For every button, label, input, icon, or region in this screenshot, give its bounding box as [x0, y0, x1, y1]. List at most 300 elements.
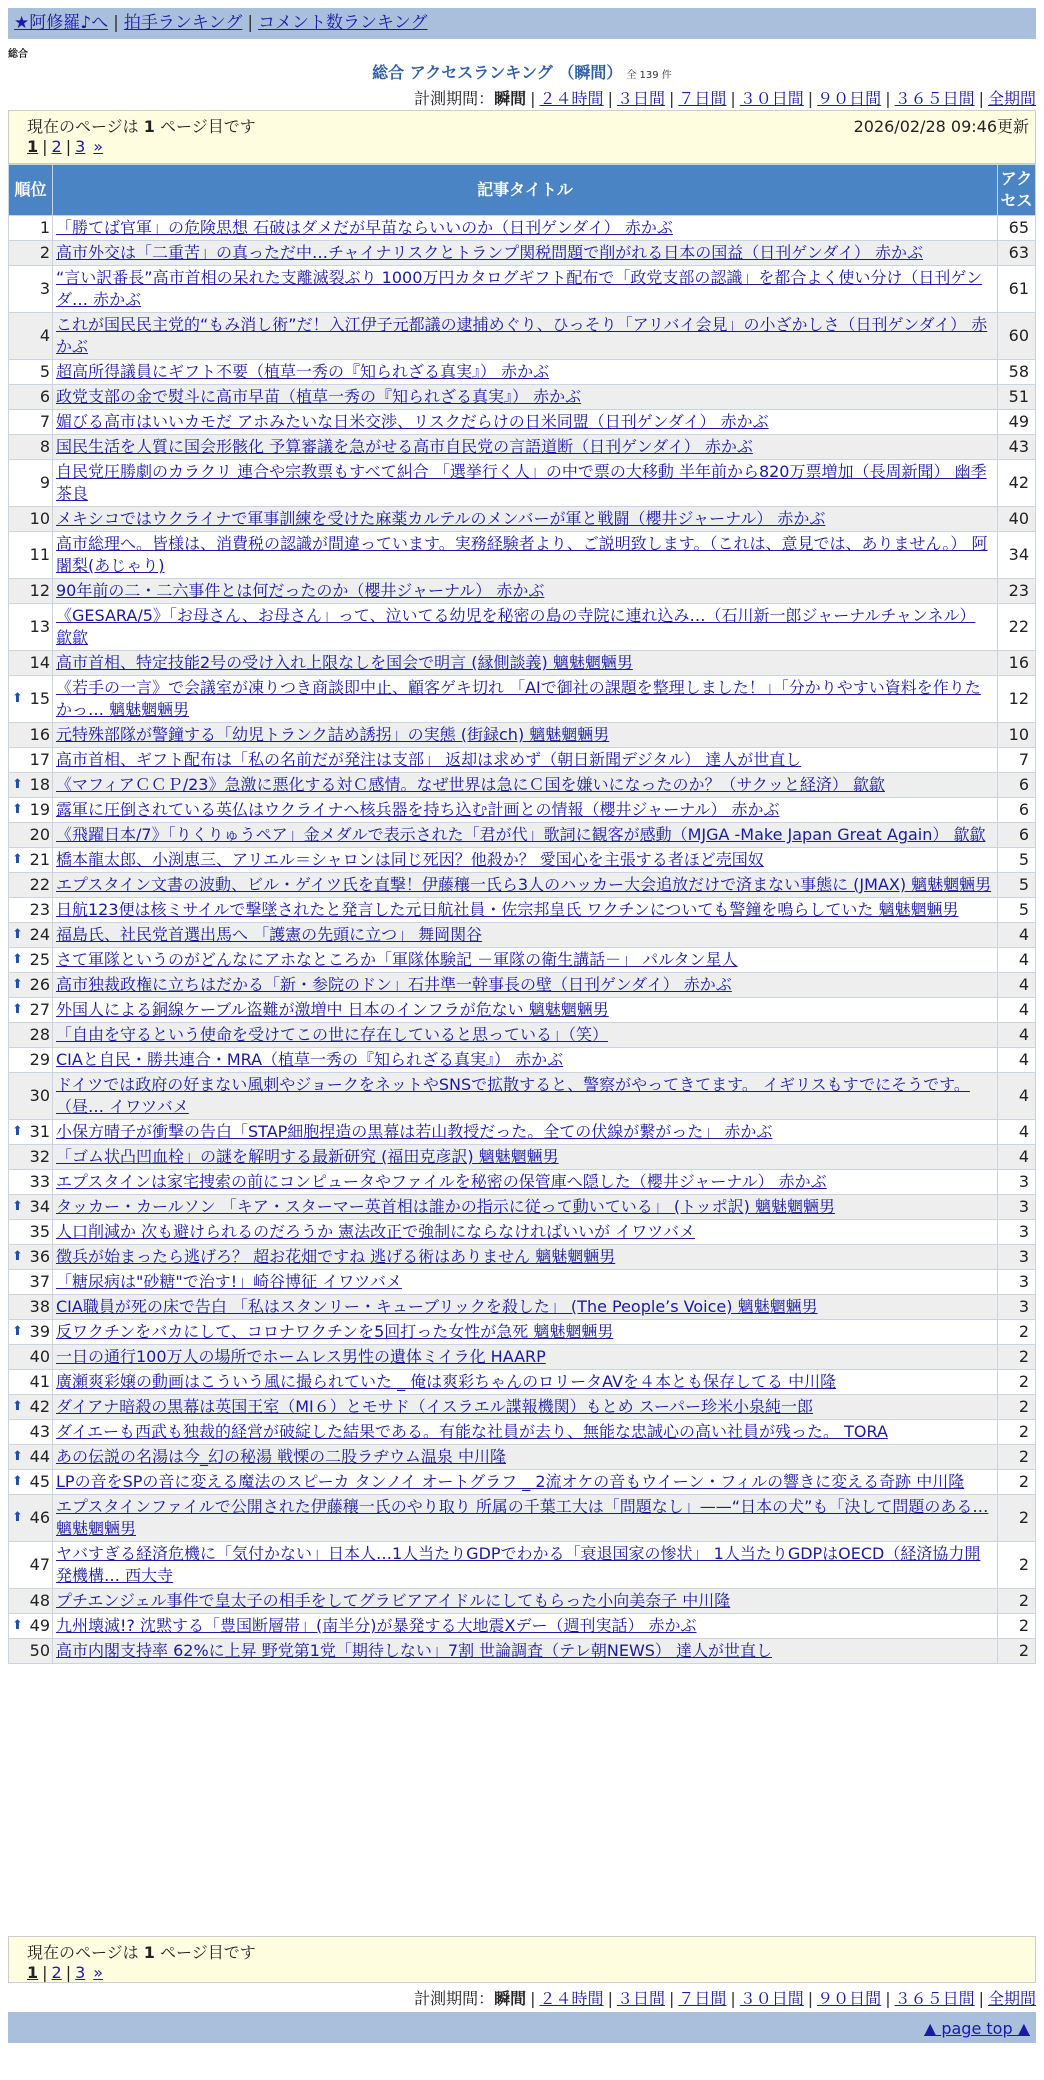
title-cell — [53, 1370, 998, 1395]
table-row — [9, 460, 1036, 507]
table-row — [9, 360, 1036, 385]
period-option-3[interactable]: ７日間 — [678, 89, 727, 108]
rank-cell — [9, 1023, 53, 1048]
period-separator: | — [530, 1989, 536, 2008]
rank-number: 42 — [29, 1397, 50, 1416]
rank-cell — [9, 1170, 53, 1195]
article-link[interactable]: “言い訳番長”高市首相の呆れた支離滅裂ぶり 1000万円カタログギフト配布で「政党支部の認識」を都合よく使い分け（日刊ゲンダ… 赤かぶ — [56, 268, 983, 309]
title-cell — [53, 651, 998, 676]
rank-cell — [9, 873, 53, 898]
access-count: 2 — [998, 1614, 1036, 1639]
rank-cell — [9, 773, 53, 798]
rank-cell — [9, 676, 53, 723]
table-row — [9, 1639, 1036, 1664]
title-cell — [53, 1589, 998, 1614]
table-row — [9, 435, 1036, 460]
article-link[interactable]: 国民生活を人質に国会形骸化 予算審議を急がせる高市自民党の言語道断（日刊ゲンダイ） 赤かぶ — [56, 437, 753, 456]
rank-number: 13 — [29, 617, 50, 636]
title-cell — [53, 579, 998, 604]
table-row — [9, 1370, 1036, 1395]
article-link[interactable]: LPの音をSPの音に変える魔法のスピーカ タンノイ オートグラフ _ 2流オケの音もウイーン・フィルの響きに変える奇跡 中川隆 — [56, 1472, 965, 1491]
access-count: 5 — [998, 848, 1036, 873]
article-link[interactable]: 「ゴム状凸凹血栓」の謎を解明する最新研究 (福田克彦訳) 魑魅魍魎男 — [56, 1147, 559, 1166]
title-cell — [53, 604, 998, 651]
rank-number: 46 — [29, 1508, 50, 1527]
ranking-rows — [9, 216, 1036, 1664]
rank-up-arrow-icon: ⬆ — [12, 1510, 23, 1525]
article-link[interactable]: 橋本龍太郎、小渕恵三、アリエル＝シャロンは同じ死因？他殺か？ 愛国心を主張する者ほど売国奴 — [56, 850, 764, 869]
period-label: 計測期間： — [414, 89, 495, 108]
rank-cell — [9, 532, 53, 579]
rank-cell — [9, 923, 53, 948]
article-link[interactable]: あの伝説の名湯は今_幻の秘湯 戦慄の二股ラヂウム温泉 中川隆 — [56, 1447, 507, 1466]
rank-cell — [9, 313, 53, 360]
period-option-1[interactable]: ２４時間 — [539, 89, 604, 108]
next-page-link[interactable]: » — [93, 137, 104, 156]
table-row — [9, 1420, 1036, 1445]
title-cell — [53, 1073, 998, 1120]
period-selector — [414, 86, 1036, 109]
table-row — [9, 676, 1036, 723]
rank-cell — [9, 1073, 53, 1120]
updated-timestamp: 2026/02/28 09:46更新 — [853, 117, 1029, 136]
period-separator: | — [978, 1989, 984, 2008]
period-option-6[interactable]: ３６５日間 — [894, 1989, 975, 2008]
rank-number: 12 — [29, 581, 50, 600]
article-link[interactable]: 高市内閣支持率 62%に上昇 野党第1党「期待しない」7割 世論調査（テレ朝NEWS） 達人が世直し — [56, 1641, 773, 1660]
title-cell — [53, 1470, 998, 1495]
article-link[interactable]: 90年前の二・二六事件とは何だったのか（櫻井ジャーナル） 赤かぶ — [56, 581, 545, 600]
rank-cell — [9, 266, 53, 313]
access-count: 10 — [998, 723, 1036, 748]
rank-number: 36 — [29, 1247, 50, 1266]
article-link[interactable]: CIA職員が死の床で告白 「私はスタンリー・キューブリックを殺した」 (The People’s Voice) 魑魅魍魎男 — [56, 1297, 818, 1316]
rank-cell — [9, 1395, 53, 1420]
rank-cell — [9, 1445, 53, 1470]
article-link[interactable]: 高市外交は「二重苦」の真っただ中…チャイナリスクとトランプ関税問題で削がれる日本の国益（日刊ゲンダイ） 赤かぶ — [56, 243, 924, 262]
rank-number: 38 — [29, 1297, 50, 1316]
period-option-0: 瞬間 — [494, 1989, 527, 2008]
page-link-3[interactable]: 3 — [75, 1963, 86, 1982]
title-cell — [53, 948, 998, 973]
rank-number: 45 — [29, 1472, 50, 1491]
access-count: 42 — [998, 460, 1036, 507]
access-count: 6 — [998, 773, 1036, 798]
access-count: 4 — [998, 998, 1036, 1023]
rank-number: 18 — [29, 775, 50, 794]
article-link[interactable]: 福島氏、社民党首選出馬へ 「護憲の先頭に立つ」 舞岡関谷 — [56, 925, 483, 944]
rank-number: 16 — [29, 725, 50, 744]
title-cell — [53, 723, 998, 748]
access-count: 23 — [998, 579, 1036, 604]
title-cell — [53, 1445, 998, 1470]
period-separator: | — [807, 1989, 814, 2008]
rank-number: 50 — [29, 1641, 50, 1660]
rank-cell — [9, 1220, 53, 1245]
page-status — [27, 114, 256, 137]
article-link[interactable]: 「糖尿病は"砂糖"で治す!」崎谷博征 イワツバメ — [56, 1272, 402, 1291]
period-option-4[interactable]: ３０日間 — [739, 1989, 804, 2008]
rank-number: 37 — [29, 1272, 50, 1291]
table-row — [9, 848, 1036, 873]
rank-up-arrow-icon: ⬆ — [12, 1199, 23, 1214]
title-cell — [53, 1614, 998, 1639]
table-row — [9, 1495, 1036, 1542]
period-separator: | — [530, 89, 536, 108]
period-separator: | — [807, 89, 814, 108]
article-link[interactable]: 露軍に圧倒されている英仏はウクライナへ核兵器を持ち込む計画との情報（櫻井ジャーナル） 赤かぶ — [56, 800, 780, 819]
rank-number: 3 — [39, 279, 50, 298]
page-link-3[interactable]: 3 — [75, 137, 86, 156]
access-count: 2 — [998, 1639, 1036, 1664]
item-count: 全 139 件 — [626, 70, 672, 81]
access-count: 60 — [998, 313, 1036, 360]
page-link-1[interactable]: 1 — [27, 1963, 39, 1982]
pager-bottom — [8, 1936, 1036, 1983]
article-link[interactable]: 元特殊部隊が警鐘する「幼児トランク詰め誘拐」の実態 (街録ch) 魑魅魍魎男 — [56, 725, 610, 744]
pagination — [27, 137, 103, 156]
rank-cell — [9, 823, 53, 848]
period-option-2[interactable]: ３日間 — [616, 89, 665, 108]
rank-cell — [9, 898, 53, 923]
article-link[interactable]: エプスタインは家宅捜索の前にコンピュータやファイルを秘密の保管庫へ隠した（櫻井ジャーナル） 赤かぶ — [56, 1172, 827, 1191]
access-count: 43 — [998, 435, 1036, 460]
article-link[interactable]: 徴兵が始まったら逃げろ？ 超お花畑ですね 逃げる術はありません 魑魅魍魎男 — [56, 1247, 616, 1266]
rank-up-arrow-icon: ⬆ — [12, 852, 23, 867]
table-row — [9, 1395, 1036, 1420]
title-cell — [53, 1048, 998, 1073]
rank-number: 17 — [29, 750, 50, 769]
rank-number: 5 — [39, 362, 50, 381]
rank-cell — [9, 1370, 53, 1395]
rank-up-arrow-icon: ⬆ — [12, 977, 23, 992]
rank-number: 43 — [29, 1422, 50, 1441]
rank-cell — [9, 998, 53, 1023]
period-option-7[interactable]: 全期間 — [987, 89, 1036, 108]
page-title-text: 総合 アクセスランキング （瞬間） — [372, 63, 623, 82]
rank-number: 21 — [29, 850, 50, 869]
access-count: 4 — [998, 1073, 1036, 1120]
title-cell — [53, 898, 998, 923]
footer-bar — [8, 2012, 1036, 2043]
article-link[interactable]: 政党支部の金で熨斗に高市早苗（植草一秀の『知られざる真実』） 赤かぶ — [56, 387, 582, 406]
article-link[interactable]: さて軍隊というのがどんなにアホなところか「軍隊体験記 －軍隊の衛生講話－」 パルタン星人 — [56, 950, 738, 969]
rank-cell — [9, 1639, 53, 1664]
rank-number: 49 — [29, 1616, 50, 1635]
access-count: 58 — [998, 360, 1036, 385]
title-cell — [53, 532, 998, 579]
article-link[interactable]: タッカー・カールソン 「キア・スターマー英首相は誰かの指示に従って動いている」 (トッポ訳) 魑魅魍魎男 — [56, 1197, 835, 1216]
article-link[interactable]: これが国民民主党的“もみ消し術”だ！入江伊子元都議の逮捕めぐり、ひっそり「アリバイ会見」の小ざかしさ（日刊ゲンダイ） 赤かぶ — [56, 315, 988, 356]
period-option-5[interactable]: ９０日間 — [817, 1989, 882, 2008]
access-count: 7 — [998, 748, 1036, 773]
period-separator: | — [607, 1989, 613, 2008]
table-row — [9, 923, 1036, 948]
rank-cell — [9, 1145, 53, 1170]
table-row — [9, 1170, 1036, 1195]
rank-number: 10 — [29, 509, 50, 528]
title-cell — [53, 1395, 998, 1420]
rank-number: 32 — [29, 1147, 50, 1166]
period-separator: | — [885, 1989, 891, 2008]
article-link[interactable]: プチエンジェル事件で皇太子の相手をしてグラビアアイドルにしてもらった小向美奈子 中川隆 — [56, 1591, 731, 1610]
article-link[interactable]: 日航123便は核ミサイルで撃墜されたと発言した元日航社員・佐宗邦皇氏 ワクチンについても警鐘を鳴らしていた 魑魅魍魎男 — [56, 900, 959, 919]
page-link-2[interactable]: 2 — [51, 137, 62, 156]
access-count: 4 — [998, 1120, 1036, 1145]
rank-cell — [9, 1295, 53, 1320]
rank-up-arrow-icon: ⬆ — [12, 777, 23, 792]
table-row — [9, 1542, 1036, 1589]
article-link[interactable]: メキシコではウクライナで軍事訓練を受けた麻薬カルテルのメンバーが軍と戦闘（櫻井ジャーナル） 赤かぶ — [56, 509, 826, 528]
article-link[interactable]: 《GESARA/5》「お母さん、お母さん」って、泣いてる幼児を秘密の島の寺院に連れ込み…（石川新一郎ジャーナルチャンネル） 歙歙 — [56, 606, 976, 647]
table-row — [9, 241, 1036, 266]
page-link-2[interactable]: 2 — [51, 1963, 62, 1982]
article-link[interactable]: 自民党圧勝劇のカラクリ 連合や宗教票もすべて糾合 「選挙行く人」の中で票の大移動 半年前から820万票増加（長周新聞） 幽季 茶良 — [56, 462, 987, 503]
title-cell — [53, 435, 998, 460]
access-count: 6 — [998, 798, 1036, 823]
rank-up-arrow-icon: ⬆ — [12, 1618, 23, 1633]
access-count: 51 — [998, 385, 1036, 410]
table-row — [9, 1345, 1036, 1370]
rank-up-arrow-icon: ⬆ — [12, 1399, 23, 1414]
period-label: 計測期間： — [414, 1989, 495, 2008]
rank-cell — [9, 651, 53, 676]
access-count: 4 — [998, 1048, 1036, 1073]
rank-number: 29 — [29, 1050, 50, 1069]
table-row — [9, 1220, 1036, 1245]
article-link[interactable]: 超高所得議員にギフト不要（植草一秀の『知られざる真実』） 赤かぶ — [56, 362, 550, 381]
title-cell — [53, 385, 998, 410]
rank-number: 14 — [29, 653, 50, 672]
rank-number: 19 — [29, 800, 50, 819]
rank-cell — [9, 973, 53, 998]
title-cell — [53, 1245, 998, 1270]
access-count: 22 — [998, 604, 1036, 651]
rank-cell — [9, 1120, 53, 1145]
home-link[interactable]: ★阿修羅♪へ — [14, 13, 109, 33]
article-link[interactable]: 《マフィアＣＣＰ/23》急激に悪化する対Ｃ感情。なぜ世界は急にＣ国を嫌いになったのか？（サクッと経済） 歙歙 — [56, 775, 885, 794]
period-separator: | — [607, 89, 613, 108]
article-link[interactable]: 小保方晴子が衝撃の告白「STAP細胞捏造の黒幕は若山教授だった。全ての伏線が繋がった」 赤かぶ — [56, 1122, 773, 1141]
title-cell — [53, 216, 998, 241]
rank-up-arrow-icon: ⬆ — [12, 1449, 23, 1464]
period-option-1[interactable]: ２４時間 — [539, 1989, 604, 2008]
table-row — [9, 723, 1036, 748]
rank-cell — [9, 1270, 53, 1295]
access-count: 3 — [998, 1220, 1036, 1245]
title-cell — [53, 923, 998, 948]
access-count: 2 — [998, 1445, 1036, 1470]
next-page-link[interactable]: » — [93, 1963, 104, 1982]
article-link[interactable]: エプスタインファイルで公開された伊藤穰一氏のやり取り 所属の千葉工大は「問題なし」——“日本の犬”も「決して問題のある… 魑魅魍魎男 — [56, 1497, 989, 1538]
article-link[interactable]: 外国人による銅線ケーブル盗難が激増中 日本のインフラが危ない 魑魅魍魎男 — [56, 1000, 609, 1019]
article-link[interactable]: 高市独裁政権に立ちはだかる「新・参院のドン」石井準一幹事長の壁（日刊ゲンダイ） 赤かぶ — [56, 975, 732, 994]
rank-cell — [9, 1614, 53, 1639]
table-row — [9, 1270, 1036, 1295]
table-row — [9, 948, 1036, 973]
current-page-number: 1 — [143, 117, 155, 136]
table-row — [9, 973, 1036, 998]
rank-cell — [9, 604, 53, 651]
table-row — [9, 998, 1036, 1023]
clap-ranking-link[interactable]: 拍手ランキング — [123, 13, 243, 33]
rank-number: 39 — [29, 1322, 50, 1341]
access-count: 3 — [998, 1170, 1036, 1195]
article-link[interactable]: 《若手の一言》で会議室が凍りつき商談即中止、顧客ゲキ切れ 「AIで御社の課題を整理しました！」「分かりやすい資料を作りたかっ… 魑魅魍魎男 — [56, 678, 981, 719]
rank-number: 47 — [29, 1555, 50, 1574]
rank-number: 25 — [29, 950, 50, 969]
article-link[interactable]: エプスタイン文書の波動、ビル・ゲイツ氏を直撃！伊藤穰一氏ら3人のハッカー大会追放だけで済まない事態に (JMAX) 魑魅魍魎男 — [56, 875, 992, 894]
article-link[interactable]: 「自由を守るという使命を受けてこの世に存在していると思っている」（笑） — [56, 1025, 609, 1044]
article-link[interactable]: 《飛躍日本/7》「りくりゅうペア」金メダルで表示された「君が代」歌詞に観客が感動（MJGA -Make Japan Great Again） 歙歙 — [56, 825, 986, 844]
table-row — [9, 266, 1036, 313]
table-row — [9, 798, 1036, 823]
rank-number: 22 — [29, 875, 50, 894]
article-link[interactable]: 反ワクチンをバカにして、コロナワクチンを5回打った女性が急死 魑魅魍魎男 — [56, 1322, 614, 1341]
rank-cell — [9, 748, 53, 773]
rank-number: 48 — [29, 1591, 50, 1610]
table-row — [9, 604, 1036, 651]
column-header-title: 記事タイトル — [53, 165, 998, 216]
title-cell — [53, 676, 998, 723]
rank-up-arrow-icon: ⬆ — [12, 1124, 23, 1139]
article-link[interactable]: CIAと自民・勝共連合・MRA（植草一秀の『知られざる真実』） 赤かぶ — [56, 1050, 564, 1069]
pagination-separator: | — [65, 137, 72, 156]
title-cell — [53, 1320, 998, 1345]
rank-number: 6 — [39, 387, 50, 406]
site-tag: 総合 — [8, 49, 28, 60]
access-count: 4 — [998, 1023, 1036, 1048]
access-count: 2 — [998, 1470, 1036, 1495]
rank-up-arrow-icon: ⬆ — [12, 927, 23, 942]
title-cell — [53, 1270, 998, 1295]
table-row — [9, 507, 1036, 532]
rank-cell — [9, 410, 53, 435]
rank-cell — [9, 1048, 53, 1073]
access-count: 40 — [998, 507, 1036, 532]
page-title — [0, 60, 1044, 83]
title-cell — [53, 1145, 998, 1170]
title-cell — [53, 1639, 998, 1664]
access-count: 34 — [998, 532, 1036, 579]
article-link[interactable]: 人口削減か 次も避けられるのだろうか 憲法改正で強制にならなければいいが イワツバメ — [56, 1222, 695, 1241]
rank-number: 31 — [29, 1122, 50, 1141]
table-row — [9, 898, 1036, 923]
title-cell — [53, 1495, 998, 1542]
rank-cell — [9, 798, 53, 823]
rank-up-arrow-icon: ⬆ — [12, 691, 23, 706]
rank-cell — [9, 1495, 53, 1542]
rank-number: 15 — [29, 689, 50, 708]
title-cell — [53, 748, 998, 773]
rank-number: 27 — [29, 1000, 50, 1019]
article-link[interactable]: 「勝てば官軍」の危険思想 石破はダメだが早苗ならいいのか（日刊ゲンダイ） 赤かぶ — [56, 218, 673, 237]
comment-ranking-link[interactable]: コメント数ランキング — [258, 13, 428, 33]
article-link[interactable]: ダイエーも西武も独裁的経営が破綻した結果である。有能な社員が去り、無能な忠誠心の高い社員が残った。 TORA — [56, 1422, 888, 1441]
table-row — [9, 748, 1036, 773]
period-option-3[interactable]: ７日間 — [678, 1989, 727, 2008]
rank-cell — [9, 460, 53, 507]
article-link[interactable]: ドイツでは政府の好まない風刺やジョークをネットやSNSで拡散すると、警察がやってきてます。 イギリスもすでにそうです。（昼… イワツバメ — [56, 1075, 970, 1116]
article-link[interactable]: 高市総理へ。皆様は、消費税の認識が間違っています。実務経験者より、ご説明致します。（これは、意見では、ありません。） 阿闍梨(あじゃり) — [56, 534, 988, 575]
article-link[interactable]: 媚びる高市はいいカモだ アホみたいな日米交渉、リスクだらけの日米同盟（日刊ゲンダイ） 赤かぶ — [56, 412, 769, 431]
period-option-4[interactable]: ３０日間 — [739, 89, 804, 108]
period-option-5[interactable]: ９０日間 — [817, 89, 882, 108]
article-link[interactable]: ダイアナ暗殺の黒幕は英国王室（MI６）とモサド（イスラエル諜報機関）もとめ スーパー珍米小泉純一郎 — [56, 1397, 814, 1416]
title-cell — [53, 973, 998, 998]
access-count: 6 — [998, 823, 1036, 848]
period-option-6[interactable]: ３６５日間 — [894, 89, 975, 108]
article-link[interactable]: ヤバすぎる経済危機に「気付かない」日本人…1人当たりGDPでわかる「衰退国家の惨状」 1人当たりGDPはOECD（経済協力開発機構… 西大寺 — [56, 1544, 981, 1585]
table-row — [9, 216, 1036, 241]
title-cell — [53, 360, 998, 385]
rank-cell — [9, 435, 53, 460]
access-count: 12 — [998, 676, 1036, 723]
rank-number: 28 — [29, 1025, 50, 1044]
rank-cell — [9, 1589, 53, 1614]
rank-number: 30 — [29, 1086, 50, 1105]
title-cell — [53, 1542, 998, 1589]
period-selector-bottom — [414, 1986, 1036, 2009]
access-count: 2 — [998, 1495, 1036, 1542]
rank-cell — [9, 1542, 53, 1589]
access-count: 3 — [998, 1245, 1036, 1270]
period-separator: | — [668, 1989, 675, 2008]
access-count: 4 — [998, 973, 1036, 998]
article-link[interactable]: 九州壊滅!? 沈黙する「豊国断層帯」(南半分)が暴発する大地震Xデー（週刊実話） 赤かぶ — [56, 1616, 697, 1635]
column-header-rank: 順位 — [9, 165, 53, 216]
rank-number: 40 — [29, 1347, 50, 1366]
rank-cell — [9, 1195, 53, 1220]
title-cell — [53, 1120, 998, 1145]
period-separator: | — [885, 89, 891, 108]
page-status-suffix: ページ目です — [160, 1943, 256, 1962]
period-option-0: 瞬間 — [494, 89, 527, 108]
rank-cell — [9, 848, 53, 873]
access-count: 3 — [998, 1270, 1036, 1295]
title-cell — [53, 798, 998, 823]
access-count: 4 — [998, 923, 1036, 948]
access-count: 2 — [998, 1542, 1036, 1589]
access-count: 5 — [998, 873, 1036, 898]
rank-number: 26 — [29, 975, 50, 994]
title-cell — [53, 313, 998, 360]
article-link[interactable]: 廣瀬爽彩嬢の動画はこういう風に撮られていた _ 俺は爽彩ちゃんのロリータAVを４本とも保存してる 中川隆 — [56, 1372, 837, 1391]
column-header-access: アクセス — [998, 165, 1036, 216]
nav-separator: | — [247, 13, 254, 33]
period-option-7[interactable]: 全期間 — [987, 1989, 1036, 2008]
period-option-2[interactable]: ３日間 — [616, 1989, 665, 2008]
rank-cell — [9, 1345, 53, 1370]
rank-cell — [9, 948, 53, 973]
article-link[interactable]: 高市首相、特定技能2号の受け入れ上限なしを国会で明言 (縁側談義) 魑魅魍魎男 — [56, 653, 633, 672]
article-link[interactable]: 高市首相、ギフト配布は「私の名前だが発注は支部」 返却は求めず（朝日新聞デジタル） 達人が世直し — [56, 750, 802, 769]
article-link[interactable]: 一日の通行100万人の場所でホームレス男性の遺体ミイラ化 HAARP — [56, 1347, 546, 1366]
page-top-link[interactable]: ▲ page top ▲ — [923, 2019, 1030, 2038]
table-row — [9, 823, 1036, 848]
access-count: 2 — [998, 1589, 1036, 1614]
rank-number: 24 — [29, 925, 50, 944]
rank-cell — [9, 1245, 53, 1270]
rank-number: 34 — [29, 1197, 50, 1216]
rank-number: 8 — [39, 437, 50, 456]
pagination-separator: | — [42, 137, 48, 156]
title-cell — [53, 241, 998, 266]
rank-number: 44 — [29, 1447, 50, 1466]
top-nav-bar — [8, 8, 1036, 39]
page-link-1[interactable]: 1 — [27, 137, 39, 156]
access-count: 4 — [998, 948, 1036, 973]
